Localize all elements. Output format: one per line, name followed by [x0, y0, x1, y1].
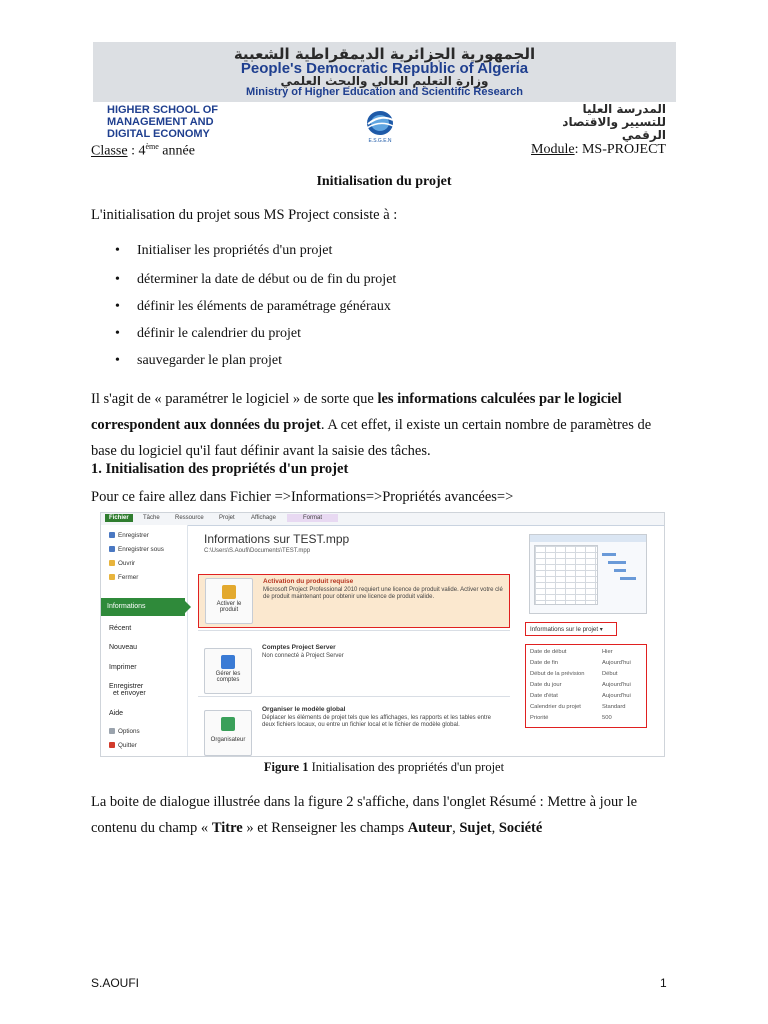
accounts-icon: [221, 655, 235, 669]
section-heading: 1. Initialisation des propriétés d'un projet: [91, 461, 349, 477]
sidebar-item-informations[interactable]: [101, 598, 185, 616]
para-bold: Société: [498, 820, 543, 836]
info-panel: [188, 526, 518, 756]
school-ar-line: للتسيير والاقتصاد: [562, 115, 666, 129]
banner-arabic-republic: الجمهورية الجزائرية الديمقراطية الشعبية: [233, 45, 536, 63]
sidebar-item-label: et envoyer: [113, 690, 146, 697]
list-item: • définir le calendrier du projet: [115, 326, 396, 353]
sidebar-item-aide[interactable]: Aide: [109, 710, 124, 717]
project-properties-list: [525, 644, 647, 728]
info-title: Informations sur TEST.mpp: [204, 532, 350, 546]
caption-label: Figure 1: [263, 760, 309, 774]
sidebar-item-recent[interactable]: Récent: [109, 625, 132, 632]
organizer-section: [198, 702, 508, 756]
button-label: produit: [219, 607, 239, 613]
section-heading: Organiser le modèle global: [262, 706, 346, 713]
para-bold: Auteur: [407, 820, 453, 836]
property-key: Calendrier du projet: [530, 704, 581, 710]
school-logo-icon: [355, 106, 405, 144]
banner-arabic-ministry: وزارة التعليم العالي والبحث العلمي: [280, 74, 489, 88]
gantt-thumbnail-icon: [600, 549, 640, 589]
thumbnail-toolbar: [530, 535, 646, 542]
banner-english-republic: People's Democratic Republic of Algeria: [240, 60, 529, 77]
property-key: Date de fin: [530, 660, 559, 666]
sidebar-item-enregistrer-envoyer[interactable]: [109, 683, 146, 697]
header-banner: [93, 42, 676, 102]
para-bold: Sujet: [459, 820, 492, 836]
property-value[interactable]: Début: [602, 671, 618, 677]
para-text: ,: [491, 820, 499, 836]
caption-text: Initialisation des propriétés d'un projet: [308, 760, 505, 774]
organizer-button[interactable]: [204, 710, 252, 756]
logo-caption: E.S.G.E.N: [368, 138, 392, 144]
para-text: » et Renseigner les champs: [242, 820, 408, 836]
section-desc: Microsoft Project Professional 2010 requiert une licence de produit valide. Activer votre clé de produit maintenant pour obtenir une licence de produit valide.: [263, 587, 503, 600]
activate-product-button[interactable]: [205, 578, 253, 624]
divider: [198, 630, 510, 631]
property-value[interactable]: Aujourd'hui: [602, 660, 631, 666]
property-value[interactable]: 500: [602, 715, 612, 721]
para-bold: Titre: [211, 820, 243, 836]
button-label: Activer le: [216, 601, 242, 607]
activation-section: [198, 574, 510, 628]
sidebar-item-label: Enregistrer: [118, 532, 149, 539]
sidebar-item-nouveau[interactable]: Nouveau: [109, 644, 138, 651]
tab-projet[interactable]: Projet: [219, 515, 235, 521]
property-value[interactable]: Aujourd'hui: [602, 693, 631, 699]
property-key: Priorité: [530, 715, 549, 721]
thumbnail-grid: [534, 545, 598, 605]
sidebar-item-label: Enregistrer: [109, 683, 144, 690]
sidebar-item-label: Fermer: [118, 574, 139, 581]
para-text: ,: [452, 820, 460, 836]
backstage-sidebar: [101, 525, 188, 756]
button-label: Organisateur: [210, 737, 246, 743]
section-desc: Non connecté à Project Server: [262, 653, 344, 659]
tab-format[interactable]: Format: [287, 514, 338, 522]
tab-fichier[interactable]: Fichier: [105, 514, 133, 522]
module-value: : MS-PROJECT: [574, 142, 666, 157]
sidebar-item-label: Quitter: [118, 742, 137, 749]
property-value[interactable]: Hier: [602, 649, 613, 655]
school-en-line: DIGITAL ECONOMY: [107, 128, 210, 140]
button-label: comptes: [216, 677, 240, 683]
section-heading: Comptes Project Server: [262, 644, 336, 651]
class-suffix: année: [158, 143, 195, 159]
sidebar-item-ouvrir[interactable]: [109, 560, 135, 567]
info-path: C:\Users\S.Aoufi\Documents\TEST.mpp: [204, 548, 311, 554]
property-key: Date d'état: [530, 693, 558, 699]
school-en-line: HIGHER SCHOOL OF: [107, 104, 219, 116]
sidebar-item-label: Options: [118, 728, 140, 735]
property-key: Début de la prévision: [530, 671, 585, 677]
sidebar-item-enregistrer[interactable]: [109, 532, 149, 539]
property-value[interactable]: Aujourd'hui: [602, 682, 631, 688]
paragraph-dialog: [91, 789, 676, 841]
class-info: [91, 142, 195, 160]
property-key: Date de début: [530, 649, 567, 655]
para-bold: les informations calculées par le logiciel correspondent aux données du projet: [91, 391, 622, 433]
menu-path-text: Pour ce faire allez dans Fichier =>Informations=>Propriétés avancées=>: [91, 489, 514, 505]
section-desc: Déplacer les éléments de projet tels que les affichages, les rapports et les tables entre deux fichiers locaux, ou entre un fichier local et le fichier de modèle global.: [262, 715, 492, 728]
sidebar-item-quitter[interactable]: [109, 742, 137, 749]
list-item: • Initialiser les propriétés d'un projet: [115, 243, 396, 272]
class-value: : 4: [127, 143, 146, 159]
organizer-icon: [221, 717, 235, 731]
save-as-icon: [109, 546, 115, 552]
class-sup: ème: [145, 142, 159, 151]
module-info: [531, 142, 666, 158]
list-item: • définir les éléments de paramétrage généraux: [115, 299, 396, 326]
figure-caption: [0, 760, 768, 775]
intro-text: L'initialisation du projet sous MS Project consiste à :: [91, 207, 398, 223]
footer-page-number: 1: [660, 976, 667, 990]
options-icon: [109, 728, 115, 734]
school-name-arabic: [540, 103, 666, 142]
steps-list: [115, 243, 396, 380]
property-key: Date du jour: [530, 682, 562, 688]
sidebar-item-options[interactable]: [109, 728, 140, 735]
save-icon: [109, 532, 115, 538]
project-thumbnail: [529, 534, 647, 614]
sidebar-item-imprimer[interactable]: Imprimer: [109, 664, 137, 671]
list-item: • déterminer la date de début ou de fin du projet: [115, 272, 396, 299]
sidebar-item-enregistrer-sous[interactable]: [109, 546, 164, 553]
sidebar-item-fermer[interactable]: [109, 574, 138, 581]
para-text: . A cet effet, il existe un certain nombre de paramètres de base du logiciel qu'il faut définir avant la saisie des tâches.: [91, 417, 652, 459]
school-name-english: [107, 104, 247, 140]
button-label: Gérer les: [215, 671, 241, 677]
tab-ressource[interactable]: Ressource: [175, 515, 204, 521]
divider: [198, 696, 510, 697]
school-ar-line: الرقمي: [621, 128, 666, 142]
manage-accounts-button[interactable]: [204, 648, 252, 694]
key-icon: [222, 585, 236, 599]
para-text: Il s'agit de « paramétrer le logiciel » de sorte que: [91, 391, 378, 407]
class-label: Classe: [91, 143, 128, 159]
project-info-dropdown[interactable]: Informations sur le projet ▾: [525, 622, 617, 636]
ms-project-screenshot: [100, 512, 665, 757]
school-en-line: MANAGEMENT AND: [107, 116, 214, 128]
close-folder-icon: [109, 574, 115, 580]
module-label: Module: [531, 142, 575, 157]
section-heading: Activation du produit requise: [263, 578, 354, 585]
open-folder-icon: [109, 560, 115, 566]
list-item: • sauvegarder le plan projet: [115, 353, 396, 380]
school-ar-line: المدرسة العليا: [582, 102, 666, 116]
exit-icon: [109, 742, 115, 748]
tab-affichage[interactable]: Affichage: [251, 515, 276, 521]
para-text: La boite de dialogue illustrée dans la figure 2 s'affiche, dans l'onglet Résumé : Mettre à jour le contenu du champ «: [91, 794, 638, 836]
project-server-section: [198, 638, 508, 694]
sidebar-item-label: Informations: [107, 603, 146, 610]
tab-tache[interactable]: Tâche: [143, 515, 160, 521]
footer-author: S.AOUFI: [91, 976, 140, 990]
sidebar-item-label: Enregistrer sous: [118, 546, 164, 553]
paragraph-parametrage: [91, 386, 676, 464]
property-value[interactable]: Standard: [602, 704, 626, 710]
page-title: Initialisation du projet: [316, 174, 452, 189]
project-properties-panel: [521, 526, 663, 756]
banner-english-ministry: Ministry of Higher Education and Scientific Research: [246, 86, 523, 98]
sidebar-item-label: Ouvrir: [118, 560, 136, 567]
